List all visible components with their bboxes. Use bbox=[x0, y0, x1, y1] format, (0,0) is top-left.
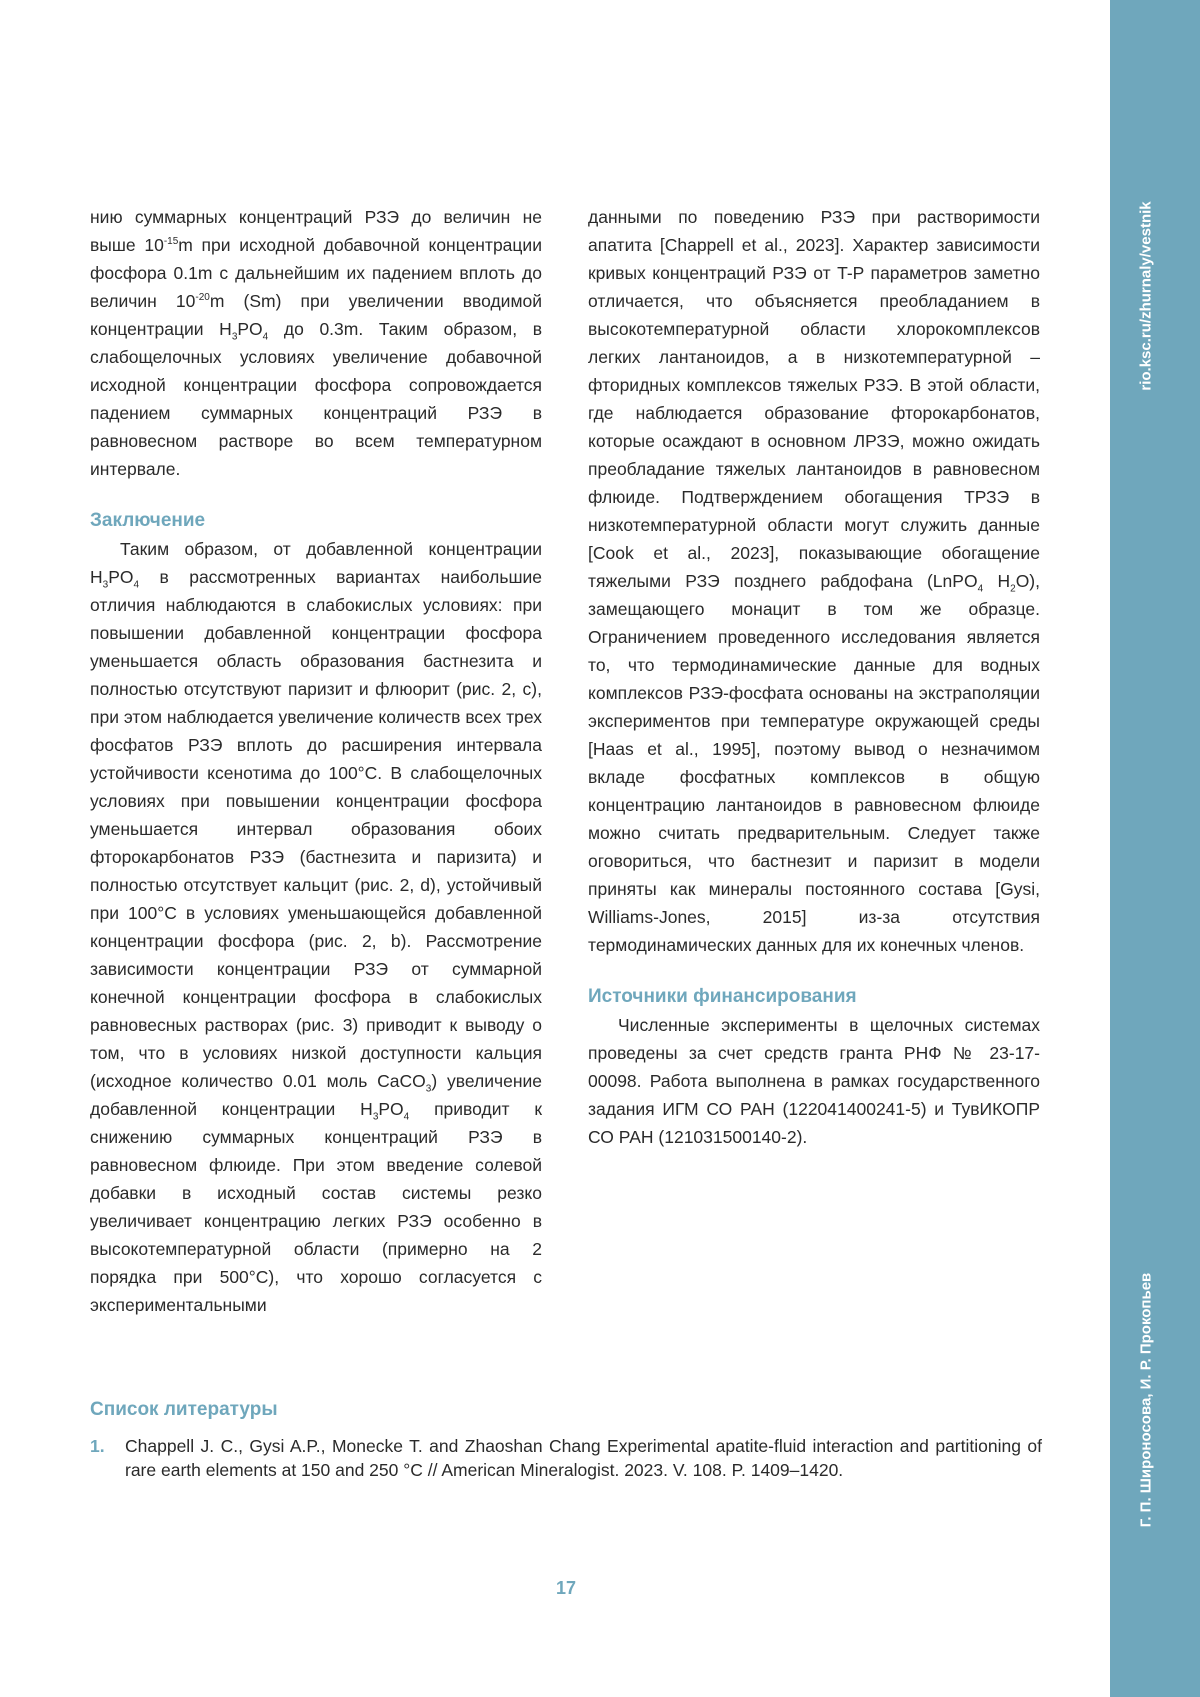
results-paragraph-end: нию суммарных концентраций РЗЭ до величин не выше 10-15m при исходной добавочной концентрации фосфора 0.1m с дальнейшим их падением вплоть до величин 10-20m (Sm) при увеличении вводимой концентрации H3PO4 до 0.3m. Таким образом, в слабощелочных условиях увеличение добавочной исходной концентрации фосфора сопровождается падением суммарных концентраций РЗЭ в равновесном растворе во всем температурном интервале. bbox=[90, 203, 542, 483]
references-section bbox=[90, 1396, 1042, 1482]
left-column bbox=[90, 203, 542, 1319]
reference-item bbox=[90, 1434, 1042, 1482]
funding-heading: Источники финансирования bbox=[588, 983, 1040, 1011]
references-heading: Список литературы bbox=[90, 1396, 1042, 1424]
sidebar-band bbox=[1110, 0, 1200, 1697]
reference-number: 1. bbox=[90, 1434, 125, 1482]
conclusion-paragraph: Таким образом, от добавленной концентрации H3PO4 в рассмотренных вариантах наибольшие отличия наблюдаются в слабокислых условиях: при повышении добавленной концентрации фосфора уменьшается область образования бастнезита и полностью отсутствуют паризит и флюорит (рис. 2, c), при этом наблюдается увеличение количеств всех трех фосфатов РЗЭ вплоть до расширения интервала устойчивости ксенотима до 100°C. В слабощелочных условиях при повышении концентрации фосфора уменьшается интервал образования обоих фторокарбонатов РЗЭ (бастнезита и паризита) и полностью отсутствует кальцит (рис. 2, d), устойчивый при 100°C в условиях уменьшающейся добавленной концентрации фосфора (рис. 2, b). Рассмотрение зависимости концентрации РЗЭ от суммарной конечной концентрации фосфора в слабокислых равновесных растворах (рис. 3) приводит к выводу о том, что в условиях низкой доступности кальция (исходное количество 0.01 моль CaCO3) увеличение добавленной концентрации H3PO4 приводит к снижению суммарных концентраций РЗЭ в равновесном флюиде. При этом введение солевой добавки в исходный состав системы резко увеличивает концентрацию легких РЗЭ особенно в высокотемпературной области (примерно на 2 порядка при 500°C), что хорошо согласуется с экспериментальными bbox=[90, 535, 542, 1319]
funding-paragraph: Численные эксперименты в щелочных системах проведены за счет средств гранта РНФ № 23-17-00098. Работа выполнена в рамках государственного задания ИГМ СО РАН (122041400241-5) и ТувИКОПР СО РАН (121031500140-2). bbox=[588, 1011, 1040, 1151]
reference-text: Chappell J. C., Gysi A.P., Monecke T. and Zhaoshan Chang Experimental apatite-fluid interaction and partitioning of rare earth elements at 150 and 250 °C // American Mineralogist. 2023. V. 108. P. 1409–1420. bbox=[125, 1434, 1042, 1482]
right-column bbox=[588, 203, 1040, 1151]
running-authors: Г. П. Широносова, И. Р. Прокопьев bbox=[1138, 1273, 1155, 1528]
conclusion-continuation: данными по поведению РЗЭ при растворимости апатита [Chappell et al., 2023]. Характер зависимости кривых концентраций РЗЭ от T-P параметров заметно отличается, что объясняется преобладанием в высокотемпературной области хлорокомплексов легких лантаноидов, а в низкотемпературной – фторидных комплексов тяжелых РЗЭ. В этой области, где наблюдается образование фторокарбонатов, которые осаждают в основном ЛРЗЭ, можно ожидать преобладание тяжелых лантаноидов в равновесном флюиде. Подтверждением обогащения ТРЗЭ в низкотемпературной области могут служить данные [Cook et al., 2023], показывающие обогащение тяжелыми РЗЭ позднего рабдофана (LnPO4 H2O), замещающего монацит в том же образце. Ограничением проведенного исследования является то, что термодинамические данные для водных комплексов РЗЭ-фосфата основаны на экстраполяции экспериментов при температуре окружающей среды [Haas et al., 1995], поэтому вывод о незначимом вкладе фосфатных комплексов в общую концентрацию лантаноидов в равновесном флюиде можно считать предварительным. Следует также оговориться, что бастнезит и паризит в модели приняты как минералы постоянного состава [Gysi, Williams-Jones, 2015] из-за отсутствия термодинамических данных для их конечных членов. bbox=[588, 203, 1040, 959]
conclusion-heading: Заключение bbox=[90, 507, 542, 535]
journal-url[interactable]: rio.ksc.ru/zhurnaly/vestnik bbox=[1138, 201, 1155, 390]
page-number: 17 bbox=[0, 1578, 1132, 1599]
